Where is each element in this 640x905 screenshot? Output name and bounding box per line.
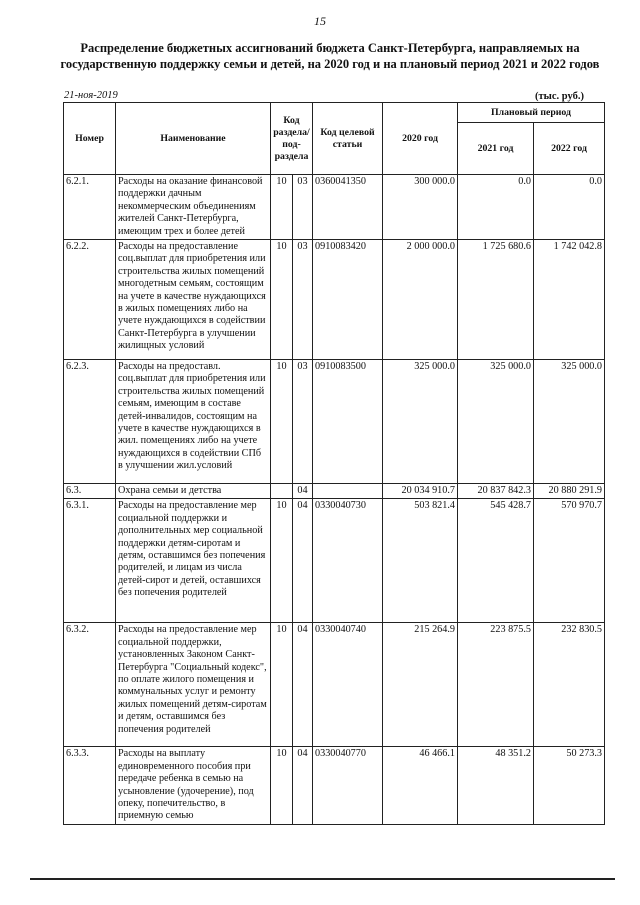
table-row: [64, 747, 605, 825]
page-number: 15: [314, 14, 326, 28]
row-name: Расходы на предоставление соц.выплат для приобретения или строительства жилых помещений многодетным семьям, состоящим на учете в качестве нуждающихся в жилых помещениях либо на учете нуждающихся в содействии Санкт-Петербурга в улучшении жилищных условий: [116, 240, 271, 360]
row-name: Расходы на оказание финансовой поддержки дачным некоммерческим объединениям жителей Санкт-Петербурга, имеющим трех и более детей: [116, 175, 271, 240]
row-podrazdel: 04: [293, 623, 313, 747]
table-row: [64, 240, 605, 360]
row-value-2021: 223 875.5: [458, 623, 534, 747]
header-year-2022: 2022 год: [534, 123, 605, 175]
row-podrazdel: 03: [293, 240, 313, 360]
table-row: [64, 484, 605, 499]
document-title: Распределение бюджетных ассигнований бюджета Санкт-Петербурга, направляемых на государственную поддержку семьи и детей, на 2020 год и на плановый период 2021 и 2022 годов: [60, 41, 600, 71]
row-razdel: 10: [271, 499, 293, 623]
row-value-2022: 570 970.7: [534, 499, 605, 623]
header-year-2021: 2021 год: [458, 123, 534, 175]
row-target-code: 0330040740: [313, 623, 383, 747]
row-value-2020: 215 264.9: [383, 623, 458, 747]
header-section-code: Код раздела/под- раздела: [271, 103, 313, 175]
row-target-code: 0910083420: [313, 240, 383, 360]
row-value-2020: 2 000 000.0: [383, 240, 458, 360]
row-name: Расходы на предоставл. соц.выплат для приобретения или строительства жилых помещений семьям, имеющим в составе детей-инвалидов, состоящим на учете в качестве нуждающихся в жил. помещениях либо на учете нуждающихся в содействии СПб в улучшении жил.условий: [116, 360, 271, 484]
row-value-2020: 20 034 910.7: [383, 484, 458, 499]
budget-table: [63, 102, 605, 825]
row-value-2021: 545 428.7: [458, 499, 534, 623]
row-number: 6.2.2.: [64, 240, 116, 360]
row-value-2022: 20 880 291.9: [534, 484, 605, 499]
row-value-2020: 325 000.0: [383, 360, 458, 484]
row-razdel: 10: [271, 623, 293, 747]
row-number: 6.3.1.: [64, 499, 116, 623]
header-target-code: Код целевой статьи: [313, 103, 383, 175]
row-name: Охрана семьи и детства: [116, 484, 271, 499]
row-value-2020: 46 466.1: [383, 747, 458, 825]
row-number: 6.3.3.: [64, 747, 116, 825]
row-name: Расходы на предоставление мер социальной поддержки и дополнительных мер социальной поддержки детям-сиротам и детям, оставшимся без попечения родителей, и лицам из числа детей-сирот и детей, оставшихся без попечения родителей: [116, 499, 271, 623]
row-number: 6.3.2.: [64, 623, 116, 747]
table-row: [64, 175, 605, 240]
row-razdel: 10: [271, 360, 293, 484]
table-row: [64, 360, 605, 484]
table-row: [64, 499, 605, 623]
row-value-2021: 20 837 842.3: [458, 484, 534, 499]
row-value-2022: 325 000.0: [534, 360, 605, 484]
row-podrazdel: 03: [293, 360, 313, 484]
row-razdel: 10: [271, 240, 293, 360]
units-label: (тыс. руб.): [535, 91, 584, 102]
bottom-rule: [30, 878, 615, 880]
table-row: [64, 623, 605, 747]
row-podrazdel: 04: [293, 499, 313, 623]
row-podrazdel: 03: [293, 175, 313, 240]
row-name: Расходы на выплату единовременного пособия при передаче ребенка в семью на усыновление (удочерение), под опеку, попечительство, в приемную семью: [116, 747, 271, 825]
row-value-2022: 0.0: [534, 175, 605, 240]
header-year-2020: 2020 год: [383, 103, 458, 175]
row-target-code: 0330040730: [313, 499, 383, 623]
row-number: 6.2.3.: [64, 360, 116, 484]
row-razdel: [271, 484, 293, 499]
row-target-code: 0910083500: [313, 360, 383, 484]
header-number: Номер: [64, 103, 116, 175]
row-number: 6.2.1.: [64, 175, 116, 240]
row-value-2022: 232 830.5: [534, 623, 605, 747]
row-razdel: 10: [271, 747, 293, 825]
row-value-2020: 503 821.4: [383, 499, 458, 623]
row-target-code: [313, 484, 383, 499]
row-number: 6.3.: [64, 484, 116, 499]
row-podrazdel: 04: [293, 747, 313, 825]
row-razdel: 10: [271, 175, 293, 240]
row-value-2022: 1 742 042.8: [534, 240, 605, 360]
row-value-2022: 50 273.3: [534, 747, 605, 825]
row-value-2020: 300 000.0: [383, 175, 458, 240]
row-podrazdel: 04: [293, 484, 313, 499]
row-target-code: 0360041350: [313, 175, 383, 240]
document-date: 21-ноя-2019: [64, 90, 118, 101]
row-value-2021: 48 351.2: [458, 747, 534, 825]
row-value-2021: 0.0: [458, 175, 534, 240]
header-name: Наименование: [116, 103, 271, 175]
row-value-2021: 325 000.0: [458, 360, 534, 484]
row-value-2021: 1 725 680.6: [458, 240, 534, 360]
header-planned-period: Плановый период: [458, 103, 605, 123]
row-target-code: 0330040770: [313, 747, 383, 825]
row-name: Расходы на предоставление мер социальной поддержки, установленных Законом Санкт-Петербурга "Социальный кодекс", по оплате жилого помещения и коммунальных услуг и ремонту жилых помещений детям-сиротам и детям, оставшимся без попечения родителей: [116, 623, 271, 747]
